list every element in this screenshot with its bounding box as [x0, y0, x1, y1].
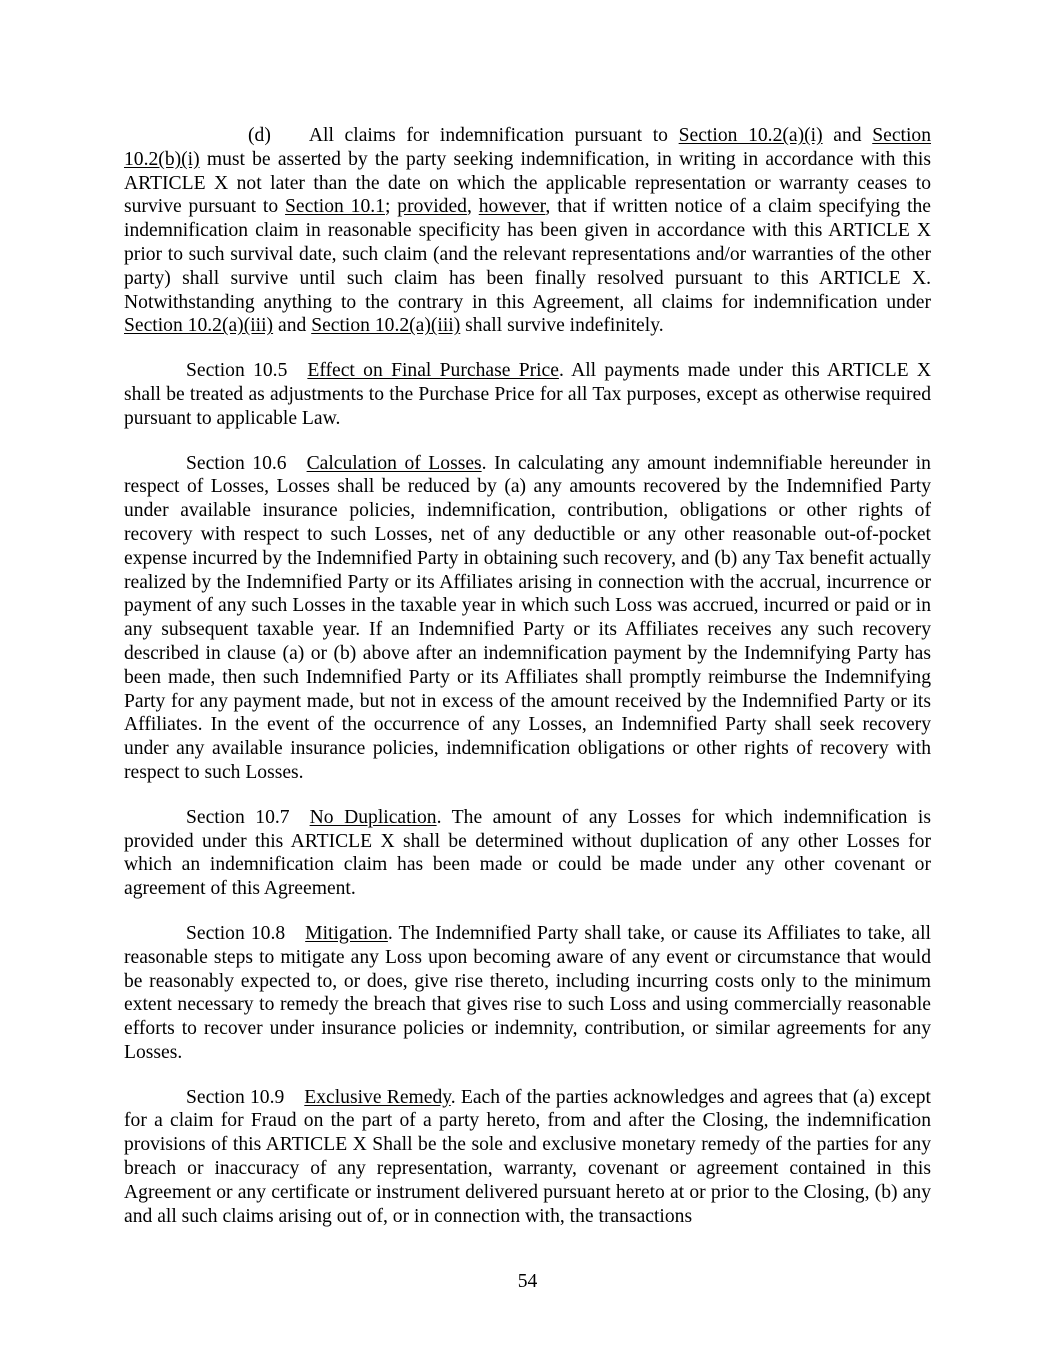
- text-run: and: [822, 125, 873, 146]
- underlined-term: Section 10.2(b)(i): [124, 125, 932, 170]
- underlined-term: Exclusive Remedy: [304, 1086, 451, 1108]
- text-run: All claims for indemnification pursuant to: [308, 125, 679, 146]
- text-run: Section 10.8: [186, 922, 286, 944]
- text-run: . All payments made under this ARTICLE X shall be treated as adjustments to the Purchase Price for all Tax purposes, except as otherwise required pursuant to applicable Law.: [124, 360, 931, 429]
- page-number: 54: [517, 1271, 538, 1292]
- text-run: . Each of the parties acknowledges and agrees that (a) except for a claim for Fraud on the part of a party hereto, from and after the Closing, the indemnification provisions of this ARTICLE X Shall be the sole and exclusive monetary remedy of the parties for any breach or inaccuracy of any representation, warranty, covenant or agreement contained in this Agreement or any certificate or instrument delivered pursuant hereto at or prior to the Closing, (b) any and all such claims arising out of, or in connection with, the transactions: [124, 1086, 931, 1227]
- text-run: Section 10.9: [186, 1086, 285, 1108]
- text-run: and: [273, 315, 312, 337]
- underlined-term: Effect on Final Purchase Price: [307, 360, 559, 382]
- text-run: . The Indemnified Party shall take, or cause its Affiliates to take, all reasonable steps to mitigate any Loss upon becoming aware of any event or circumstance that would be reasonably expected to, or does, give rise thereto, including incurring costs only to the minimum extent necessary to remedy the breach that gives rise to such Loss and using commercially reasonable efforts to recover under insurance policies or indemnity, contribution, or similar agreements for any Losses.: [124, 922, 931, 1063]
- text-run: . The amount of any Losses for which indemnification is provided under this ARTICLE X shall be determined without duplication of any other Losses for which an indemnification claim has been made or could be made under any other covenant or agreement of this Agreement.: [124, 806, 931, 900]
- underlined-term: however: [478, 196, 546, 218]
- text-run: . In calculating any amount indemnifiable hereunder in respect of Losses, Losses shall be reduced by (a) any amounts recovered by the Indemnified Party under available insurance policies, indemnification, contribution, obligations or other rights of recovery with respect to such Losses, net of any deductible or any other reasonable out-of-pocket expense incurred by the Indemnified Party in obtaining such recovery, and (b) any Tax benefit actually realized by the Indemnified Party or its Affiliates arising in connection with the accrual, incurrence or payment of any such Losses in the taxable year in which such Loss was accrued, incurred or paid or in any subsequent taxable year. If an Indemnified Party or its Affiliates receives any such recovery described in clause (a) or (b) above after an indemnification payment by the Indemnifying Party has been made, then such Indemnified Party or its Affiliates shall promptly reimburse the Indemnifying Party for any payment made, but not in excess of the amount received by the Indemnified Party or its Affiliates. In the event of the occurrence of any Losses, an Indemnified Party shall seek recovery under any available insurance policies, indemnification obligations or other rights of recovery with respect to such Losses.: [124, 452, 931, 783]
- paragraph-d: [124, 124, 931, 338]
- text-run: ;: [384, 196, 398, 218]
- underlined-term: provided: [397, 196, 467, 218]
- section-paragraph: [124, 359, 931, 430]
- underlined-term: Section 10.2(a)(iii): [311, 315, 461, 337]
- section-paragraph: [124, 1086, 931, 1229]
- section-paragraph: [124, 806, 931, 901]
- section-paragraph: [124, 452, 931, 785]
- text-run: (d): [248, 125, 271, 146]
- text-run: must be asserted by the party seeking indemnification, in writing in accordance with this ARTICLE X not later than the date on which the applicable representation or warranty ceases to survive pursuant to: [124, 148, 931, 218]
- underlined-term: Mitigation: [305, 922, 388, 944]
- underlined-term: Section 10.2(a)(iii): [124, 315, 274, 337]
- underlined-term: Calculation of Losses: [306, 452, 482, 474]
- text-run: Section 10.6: [186, 452, 287, 474]
- text-run: Section 10.5: [186, 360, 288, 382]
- underlined-term: Section 10.1: [285, 196, 385, 218]
- document-body: [124, 124, 931, 1249]
- underlined-term: Section 10.2(a)(i): [678, 125, 823, 146]
- text-run: ,: [466, 196, 479, 218]
- underlined-term: No Duplication: [309, 806, 437, 828]
- section-paragraph: [124, 922, 931, 1065]
- text-run: , that if written notice of a claim specifying the indemnification claim in reasonable specificity has been given in accordance with this ARTICLE X prior to such survival date, such claim (and the relevant representations and/or warranties of the other party) shall survive until such claim has been finally resolved pursuant to this ARTICLE X. Notwithstanding anything to the contrary in this Agreement, all claims for indemnification under: [124, 196, 932, 313]
- text-run: Section 10.7: [186, 806, 290, 828]
- text-run: shall survive indefinitely.: [460, 315, 664, 337]
